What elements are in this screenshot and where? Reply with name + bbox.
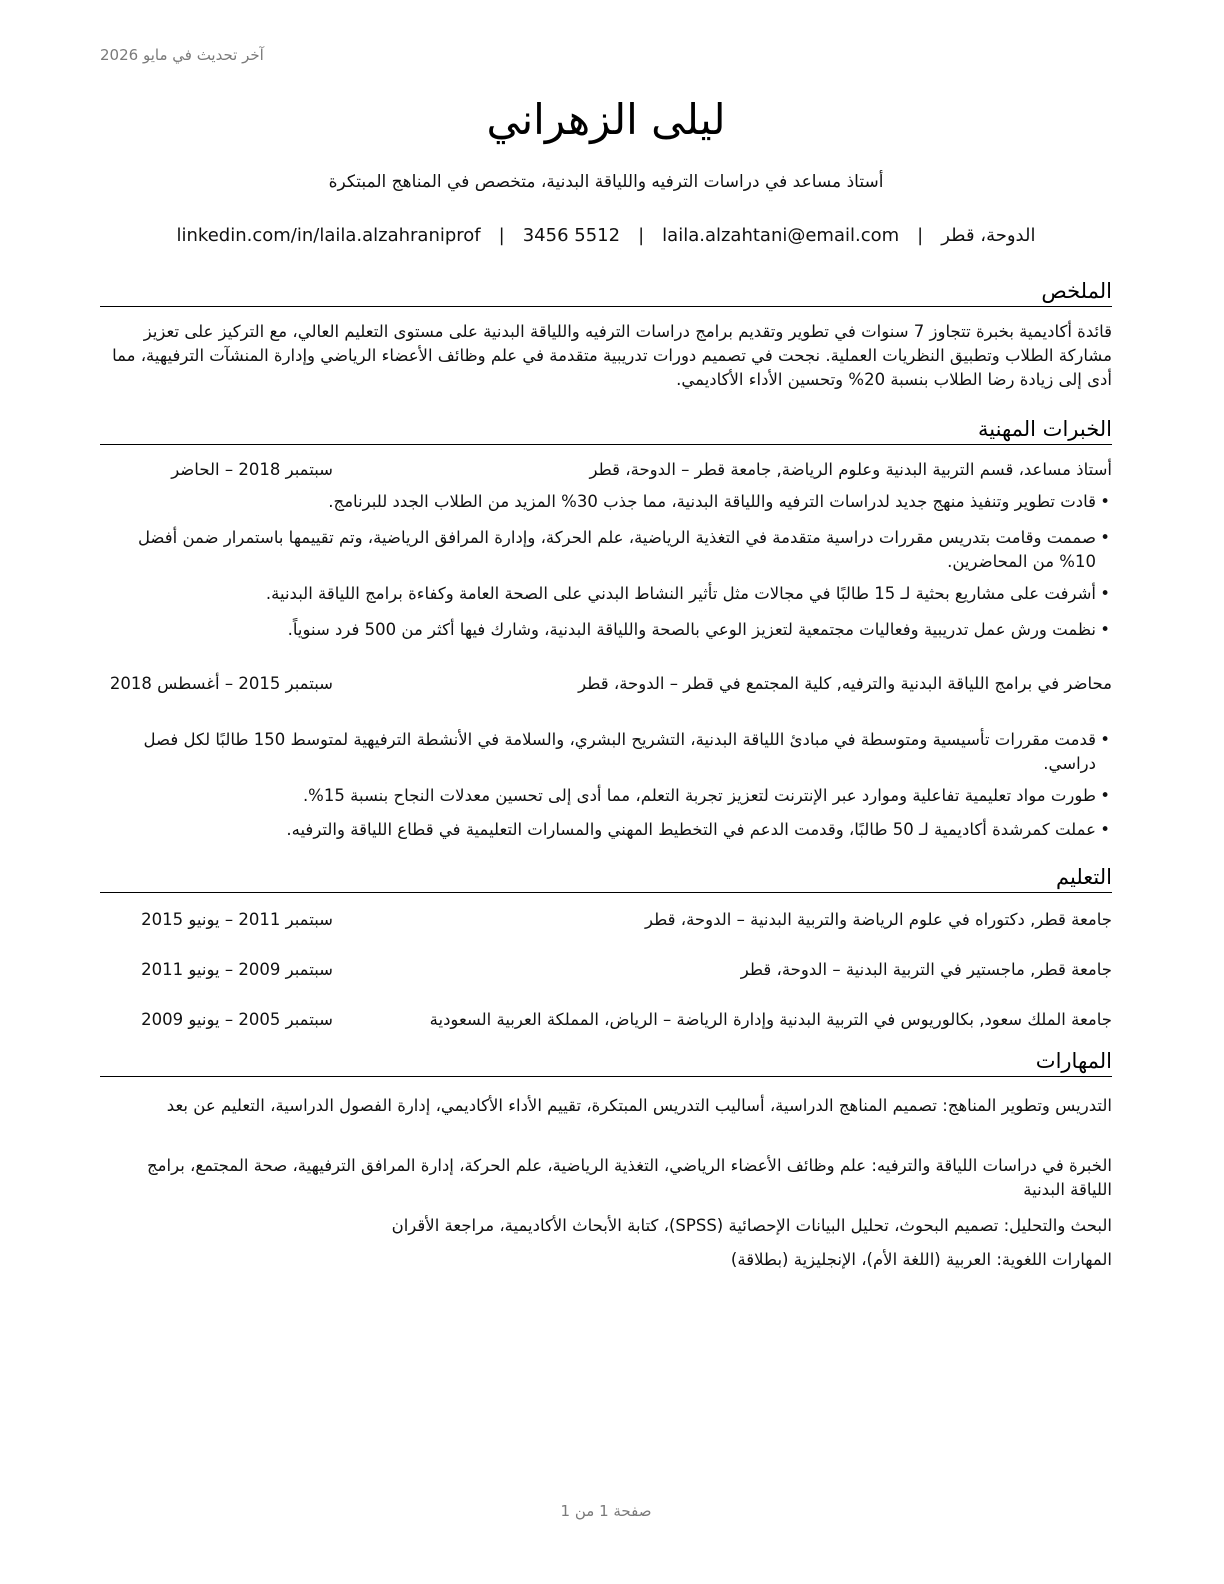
job-bullet: • أشرفت على مشاريع بحثية لـ 15 طالبًا في مجالات مثل تأثير النشاط البدني على الصحة العامة وكفاءة برامج اللياقة البدنية. xyxy=(100,582,1112,606)
contact-linkedin[interactable]: linkedin.com/in/laila.alzahraniprof xyxy=(176,225,481,246)
job-bullet: • عملت كمرشدة أكاديمية لـ 50 طالبًا، وقدمت الدعم في التخطيط المهني والمسارات التعليمية في قطاع اللياقة والترفيه. xyxy=(100,818,1112,842)
summary-text: قائدة أكاديمية بخبرة تتجاوز 7 سنوات في تطوير وتقديم برامج دراسات الترفيه واللياقة البدنية على مستوى التعليم العالي، مع التركيز على تعزيز مشاركة الطلاب وتطبيق النظريات العملية. نجحت في تصميم دورات تدريبية متقدمة في علم وظائف الأعضاء الرياضي وإدارة المنشآت الترفيهية، مما أدى إلى زيادة رضا الطلاب بنسبة 20% وتحسين الأداء الأكاديمي. xyxy=(112,322,1112,389)
job-bullet: • قادت تطوير وتنفيذ منهج جديد لدراسات الترفيه واللياقة البدنية، مما جذب 30% المزيد من الطلاب الجدد للبرنامج. xyxy=(100,490,1112,514)
job-header xyxy=(100,458,1112,482)
job-bullet: • صممت وقامت بتدريس مقررات دراسية متقدمة في التغذية الرياضية، علم الحركة، وإدارة المرافق الرياضية، وتم تقييمها باستمرار ضمن أفضل 10% من المحاضرين. xyxy=(100,526,1112,574)
job-bullet: • قدمت مقررات تأسيسية ومتوسطة في مبادئ اللياقة البدنية، التشريح البشري، والسلامة في الأنشطة الترفيهية لمتوسط 150 طالبًا لكل فصل دراسي. xyxy=(100,728,1112,776)
job-bullet: • نظمت ورش عمل تدريبية وفعاليات مجتمعية لتعزيز الوعي بالصحة واللياقة البدنية، وشارك فيها أكثر من 500 فرد سنوياً. xyxy=(100,618,1112,642)
job-dates: سبتمبر 2015 – أغسطس 2018 xyxy=(109,674,333,693)
contact-separator: | xyxy=(498,225,505,246)
education-title: جامعة الملك سعود, بكالوريوس في التربية البدنية وإدارة الرياضة – الرياض، المملكة العربية السعودية xyxy=(429,1010,1112,1029)
contact-separator: | xyxy=(917,225,924,246)
last-updated: آخر تحديث في مايو 2026 xyxy=(100,46,264,64)
education-dates: سبتمبر 2011 – يونيو 2015 xyxy=(141,910,333,929)
job-header xyxy=(100,672,1112,720)
skill-line: التدريس وتطوير المناهج: تصميم المناهج الدراسية، أساليب التدريس المبتكرة، تقييم الأداء الأكاديمي، إدارة الفصول الدراسية، التعليم عن بعد xyxy=(166,1096,1112,1115)
person-name: ليلى الزهراني xyxy=(486,95,726,144)
job-title: أستاذ مساعد، قسم التربية البدنية وعلوم الرياضة, جامعة قطر – الدوحة، قطر xyxy=(589,460,1112,479)
job-dates: سبتمبر 2018 – الحاضر xyxy=(171,460,333,479)
education-dates: سبتمبر 2009 – يونيو 2011 xyxy=(141,960,333,979)
skill-line: البحث والتحليل: تصميم البحوث، تحليل البيانات الإحصائية (SPSS)، كتابة الأبحاث الأكاديمية، مراجعة الأقران xyxy=(391,1216,1112,1235)
education-dates: سبتمبر 2005 – يونيو 2009 xyxy=(141,1010,333,1029)
contact-location: الدوحة، قطر xyxy=(941,225,1036,246)
education-item xyxy=(100,1008,1112,1032)
education-title: جامعة قطر, دكتوراه في علوم الرياضة والتربية البدنية – الدوحة، قطر xyxy=(644,910,1112,929)
tagline: أستاذ مساعد في دراسات الترفيه واللياقة البدنية، متخصص في المناهج المبتكرة xyxy=(328,172,884,192)
contact-separator: | xyxy=(638,225,645,246)
section-heading-education: التعليم xyxy=(100,862,1112,893)
job-title: محاضر في برامج اللياقة البدنية والترفيه, كلية المجتمع في قطر – الدوحة، قطر xyxy=(578,674,1112,693)
education-item xyxy=(100,908,1112,932)
contact-email[interactable]: laila.alzahtani@email.com xyxy=(662,225,900,246)
job-bullet: • طورت مواد تعليمية تفاعلية وموارد عبر الإنترنت لتعزيز تجربة التعلم، مما أدى إلى تحسين معدلات النجاح بنسبة 15%. xyxy=(100,784,1112,808)
page-number: صفحة 1 من 1 xyxy=(560,1502,652,1520)
education-item xyxy=(100,958,1112,982)
contact-line xyxy=(100,224,1112,248)
education-title: جامعة قطر, ماجستير في التربية البدنية – الدوحة، قطر xyxy=(740,960,1112,979)
skill-line: المهارات اللغوية: العربية (اللغة الأم)، الإنجليزية (بطلاقة) xyxy=(730,1250,1112,1269)
section-heading-experience: الخبرات المهنية xyxy=(100,414,1112,445)
contact-phone: 3456 5512 xyxy=(522,225,621,246)
skill-line: الخبرة في دراسات اللياقة والترفيه: علم وظائف الأعضاء الرياضي، التغذية الرياضية، علم الحركة، إدارة المرافق الترفيهية، صحة المجتمع، برامج اللياقة البدنية xyxy=(147,1156,1112,1199)
section-heading-skills: المهارات xyxy=(100,1046,1112,1077)
section-heading-summary: الملخص xyxy=(100,276,1112,307)
